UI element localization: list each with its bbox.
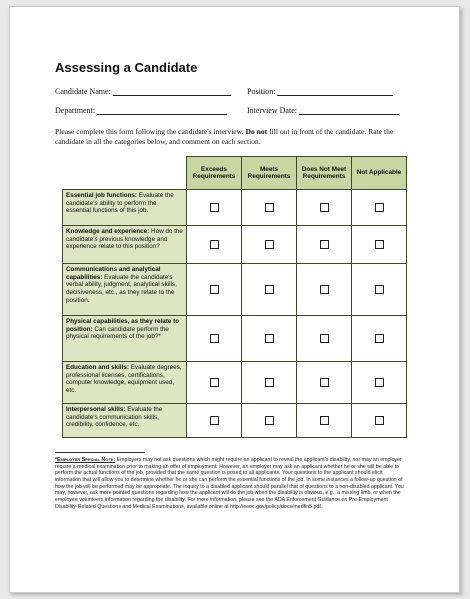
- checkbox-does-not-meet[interactable]: [320, 416, 329, 425]
- criterion-description: Evaluate the candidate's communication skills, credibility, confidence, etc.: [66, 406, 163, 429]
- table-corner: [63, 157, 187, 190]
- checkbox-does-not-meet[interactable]: [320, 378, 329, 387]
- checkbox-does-not-meet[interactable]: [320, 203, 329, 212]
- position-label: Position:: [247, 87, 276, 96]
- checkbox-exceeds[interactable]: [210, 285, 219, 294]
- instructions-part2: fill out in front of the candidate. Rate the candidate in all the categories below, and comment on each section.: [55, 127, 394, 146]
- interview-date-label: Interview Date:: [247, 106, 297, 115]
- instructions: [55, 127, 400, 146]
- checkbox-exceeds[interactable]: [210, 416, 219, 425]
- checkbox-meets[interactable]: [265, 416, 274, 425]
- criterion-label: Knowledge and experience:: [66, 228, 150, 235]
- interview-date-line[interactable]: [299, 107, 399, 115]
- instructions-emphasis: Do not: [245, 127, 268, 136]
- page-title: Assessing a Candidate: [55, 60, 198, 75]
- table-row: [63, 362, 407, 404]
- checkbox-does-not-meet[interactable]: [320, 285, 329, 294]
- position-line[interactable]: [277, 88, 393, 96]
- criterion-description: Evaluate the candidate's ability to perform the essential functions of this job.: [66, 192, 174, 215]
- candidate-name-line[interactable]: [113, 88, 231, 96]
- checkbox-meets[interactable]: [265, 285, 274, 294]
- column-header-meets: Meets Requirements: [242, 157, 297, 190]
- table-row: [63, 264, 407, 316]
- checkbox-exceeds[interactable]: [210, 240, 219, 249]
- checkbox-not-applicable[interactable]: [375, 285, 384, 294]
- position-field: [247, 87, 393, 96]
- criterion-label: Essential job functions:: [66, 192, 138, 199]
- checkbox-not-applicable[interactable]: [375, 203, 384, 212]
- criterion-essential-job-functions: [63, 190, 187, 226]
- checkbox-meets[interactable]: [265, 334, 274, 343]
- criterion-knowledge-experience: [63, 226, 187, 264]
- department-label: Department:: [55, 106, 95, 115]
- criterion-description: Can candidate perform the physical requirements of the job?*: [66, 325, 169, 341]
- criterion-interpersonal-skills: [63, 404, 187, 438]
- criterion-physical-capabilities: [63, 316, 187, 362]
- table-row: [63, 404, 407, 438]
- criterion-label: Communications and analytical capabilities:: [66, 266, 161, 281]
- criterion-description: Evaluate the candidate's verbal ability, judgment, analytical skills, decisiveness, etc., as they relate to the position.: [66, 273, 177, 304]
- checkbox-not-applicable[interactable]: [375, 334, 384, 343]
- checkbox-exceeds[interactable]: [210, 334, 219, 343]
- criterion-communications-analytical: [63, 264, 187, 316]
- department-field: [55, 106, 227, 115]
- criterion-description: How do the candidate's previous knowledge and experience relate to this position?: [66, 228, 183, 251]
- checkbox-does-not-meet[interactable]: [320, 240, 329, 249]
- table-row: [63, 226, 407, 264]
- interview-date-field: [247, 106, 399, 115]
- checkbox-meets[interactable]: [265, 240, 274, 249]
- column-header-not-applicable: Not Applicable: [352, 157, 407, 190]
- footnote-heading: *Employer Special Note:: [55, 457, 116, 463]
- table-header-row: [63, 157, 407, 190]
- footnote: [55, 457, 407, 510]
- criterion-label: Interpersonal skills:: [66, 406, 126, 413]
- candidate-name-label: Candidate Name:: [55, 87, 111, 96]
- criterion-label: Physical capabilities, as they relate to position:: [66, 318, 180, 333]
- candidate-name-field: [55, 87, 231, 96]
- checkbox-exceeds[interactable]: [210, 378, 219, 387]
- table-row: [63, 190, 407, 226]
- criterion-education-skills: [63, 362, 187, 404]
- footnote-divider: [55, 452, 145, 453]
- instructions-part1: Please complete this form following the candidate's interview.: [55, 127, 244, 136]
- checkbox-does-not-meet[interactable]: [320, 334, 329, 343]
- footnote-text: Employers may not ask questions which might require an applicant to reveal the applicant's disability, nor may an employer require a medical examination prior to making an offer of employment. However, an employer may ask an applicant whether he or she will be able to perform the actual functions of the job, provided that the same question is posed to all applicants. Your questions to the applicant should elicit information that will allow you to determine whether he or she can perform the essential functions of the job. In some instances a follow-up question of how the job will be performed may be appropriate. The inquiry to a disabled applicant should parallel that of questions to a non-disabled applicant. You may, however, ask more pointed questions regarding how the applicant will do the job when the disability is obvious, e.g., a missing limb, or when the employee volunteers information regarding the disability. For more information, please see the ADA Enforcement Guidance on Pre-Employment Disability-Related Questions and Medical Examinations, available online at http://eeoc.gov/policy/docs/medfin5.pdf.: [55, 457, 404, 510]
- evaluation-table: [62, 156, 407, 438]
- checkbox-exceeds[interactable]: [210, 203, 219, 212]
- column-header-does-not-meet: Does Not Meet Requirements: [297, 157, 352, 190]
- checkbox-meets[interactable]: [265, 203, 274, 212]
- criterion-description: Evaluate degrees, professional licenses, certifications, computer knowledge, equipment used, etc.: [66, 364, 182, 395]
- checkbox-not-applicable[interactable]: [375, 378, 384, 387]
- checkbox-meets[interactable]: [265, 378, 274, 387]
- column-header-exceeds: Exceeds Requirements: [187, 157, 242, 190]
- table-row: [63, 316, 407, 362]
- checkbox-not-applicable[interactable]: [375, 416, 384, 425]
- checkbox-not-applicable[interactable]: [375, 240, 384, 249]
- criterion-label: Education and skills:: [66, 364, 129, 371]
- department-line[interactable]: [97, 107, 227, 115]
